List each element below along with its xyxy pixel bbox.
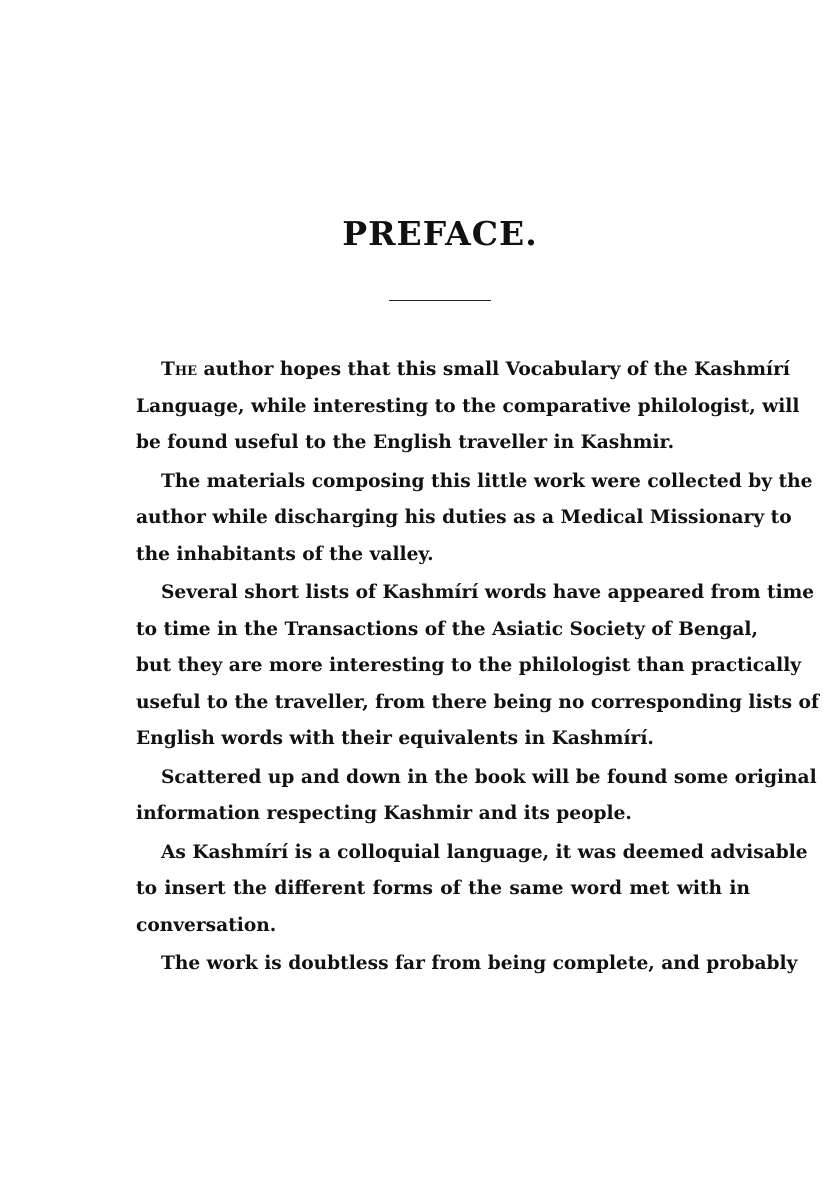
text-line: The work is doubtless far from being complete, and probably bbox=[161, 953, 798, 974]
paragraph-3 bbox=[136, 575, 819, 758]
paragraph-1 bbox=[136, 352, 800, 462]
page-title: PREFACE. bbox=[342, 214, 538, 253]
text-line: information respecting Kashmir and its people. bbox=[136, 803, 632, 824]
text-line: Language, while interesting to the comparative philologist, will bbox=[136, 395, 800, 417]
text-line: Scattered up and down in the book will be found some original bbox=[161, 766, 817, 788]
text-line: be found useful to the English traveller in Kashmir. bbox=[136, 432, 675, 453]
text-line: The materials composing this little work were collected by the bbox=[161, 470, 813, 492]
text-line: Several short lists of Kashmírí words have appeared from time bbox=[161, 582, 815, 603]
text-line: English words with their equivalents in Kashmírí. bbox=[136, 728, 654, 749]
preface-body bbox=[136, 352, 819, 983]
drop-word: The bbox=[161, 359, 198, 380]
text-line: author while discharging his duties as a Medical Missionary to bbox=[136, 507, 792, 528]
paragraph-6 bbox=[136, 946, 798, 983]
title-divider bbox=[389, 300, 491, 301]
text-line: but they are more interesting to the philologist than practically bbox=[136, 655, 802, 676]
text-line: conversation. bbox=[136, 914, 277, 936]
paragraph-2 bbox=[136, 464, 813, 574]
paragraph-5 bbox=[136, 835, 808, 945]
text-line: As Kashmírí is a colloquial language, it was deemed advisable bbox=[161, 841, 808, 863]
text-line: useful to the traveller, from there being no corresponding lists of bbox=[136, 691, 819, 713]
text-line bbox=[136, 352, 790, 389]
text-line: to time in the Transactions of the Asiatic Society of Bengal, bbox=[136, 618, 758, 640]
text-line: to insert the different forms of the same word met with in bbox=[136, 878, 750, 899]
text-line: the inhabitants of the valley. bbox=[136, 543, 434, 565]
paragraph-4 bbox=[136, 760, 817, 833]
text-line-rest: author hopes that this small Vocabulary of the Kashmírí bbox=[197, 359, 790, 380]
